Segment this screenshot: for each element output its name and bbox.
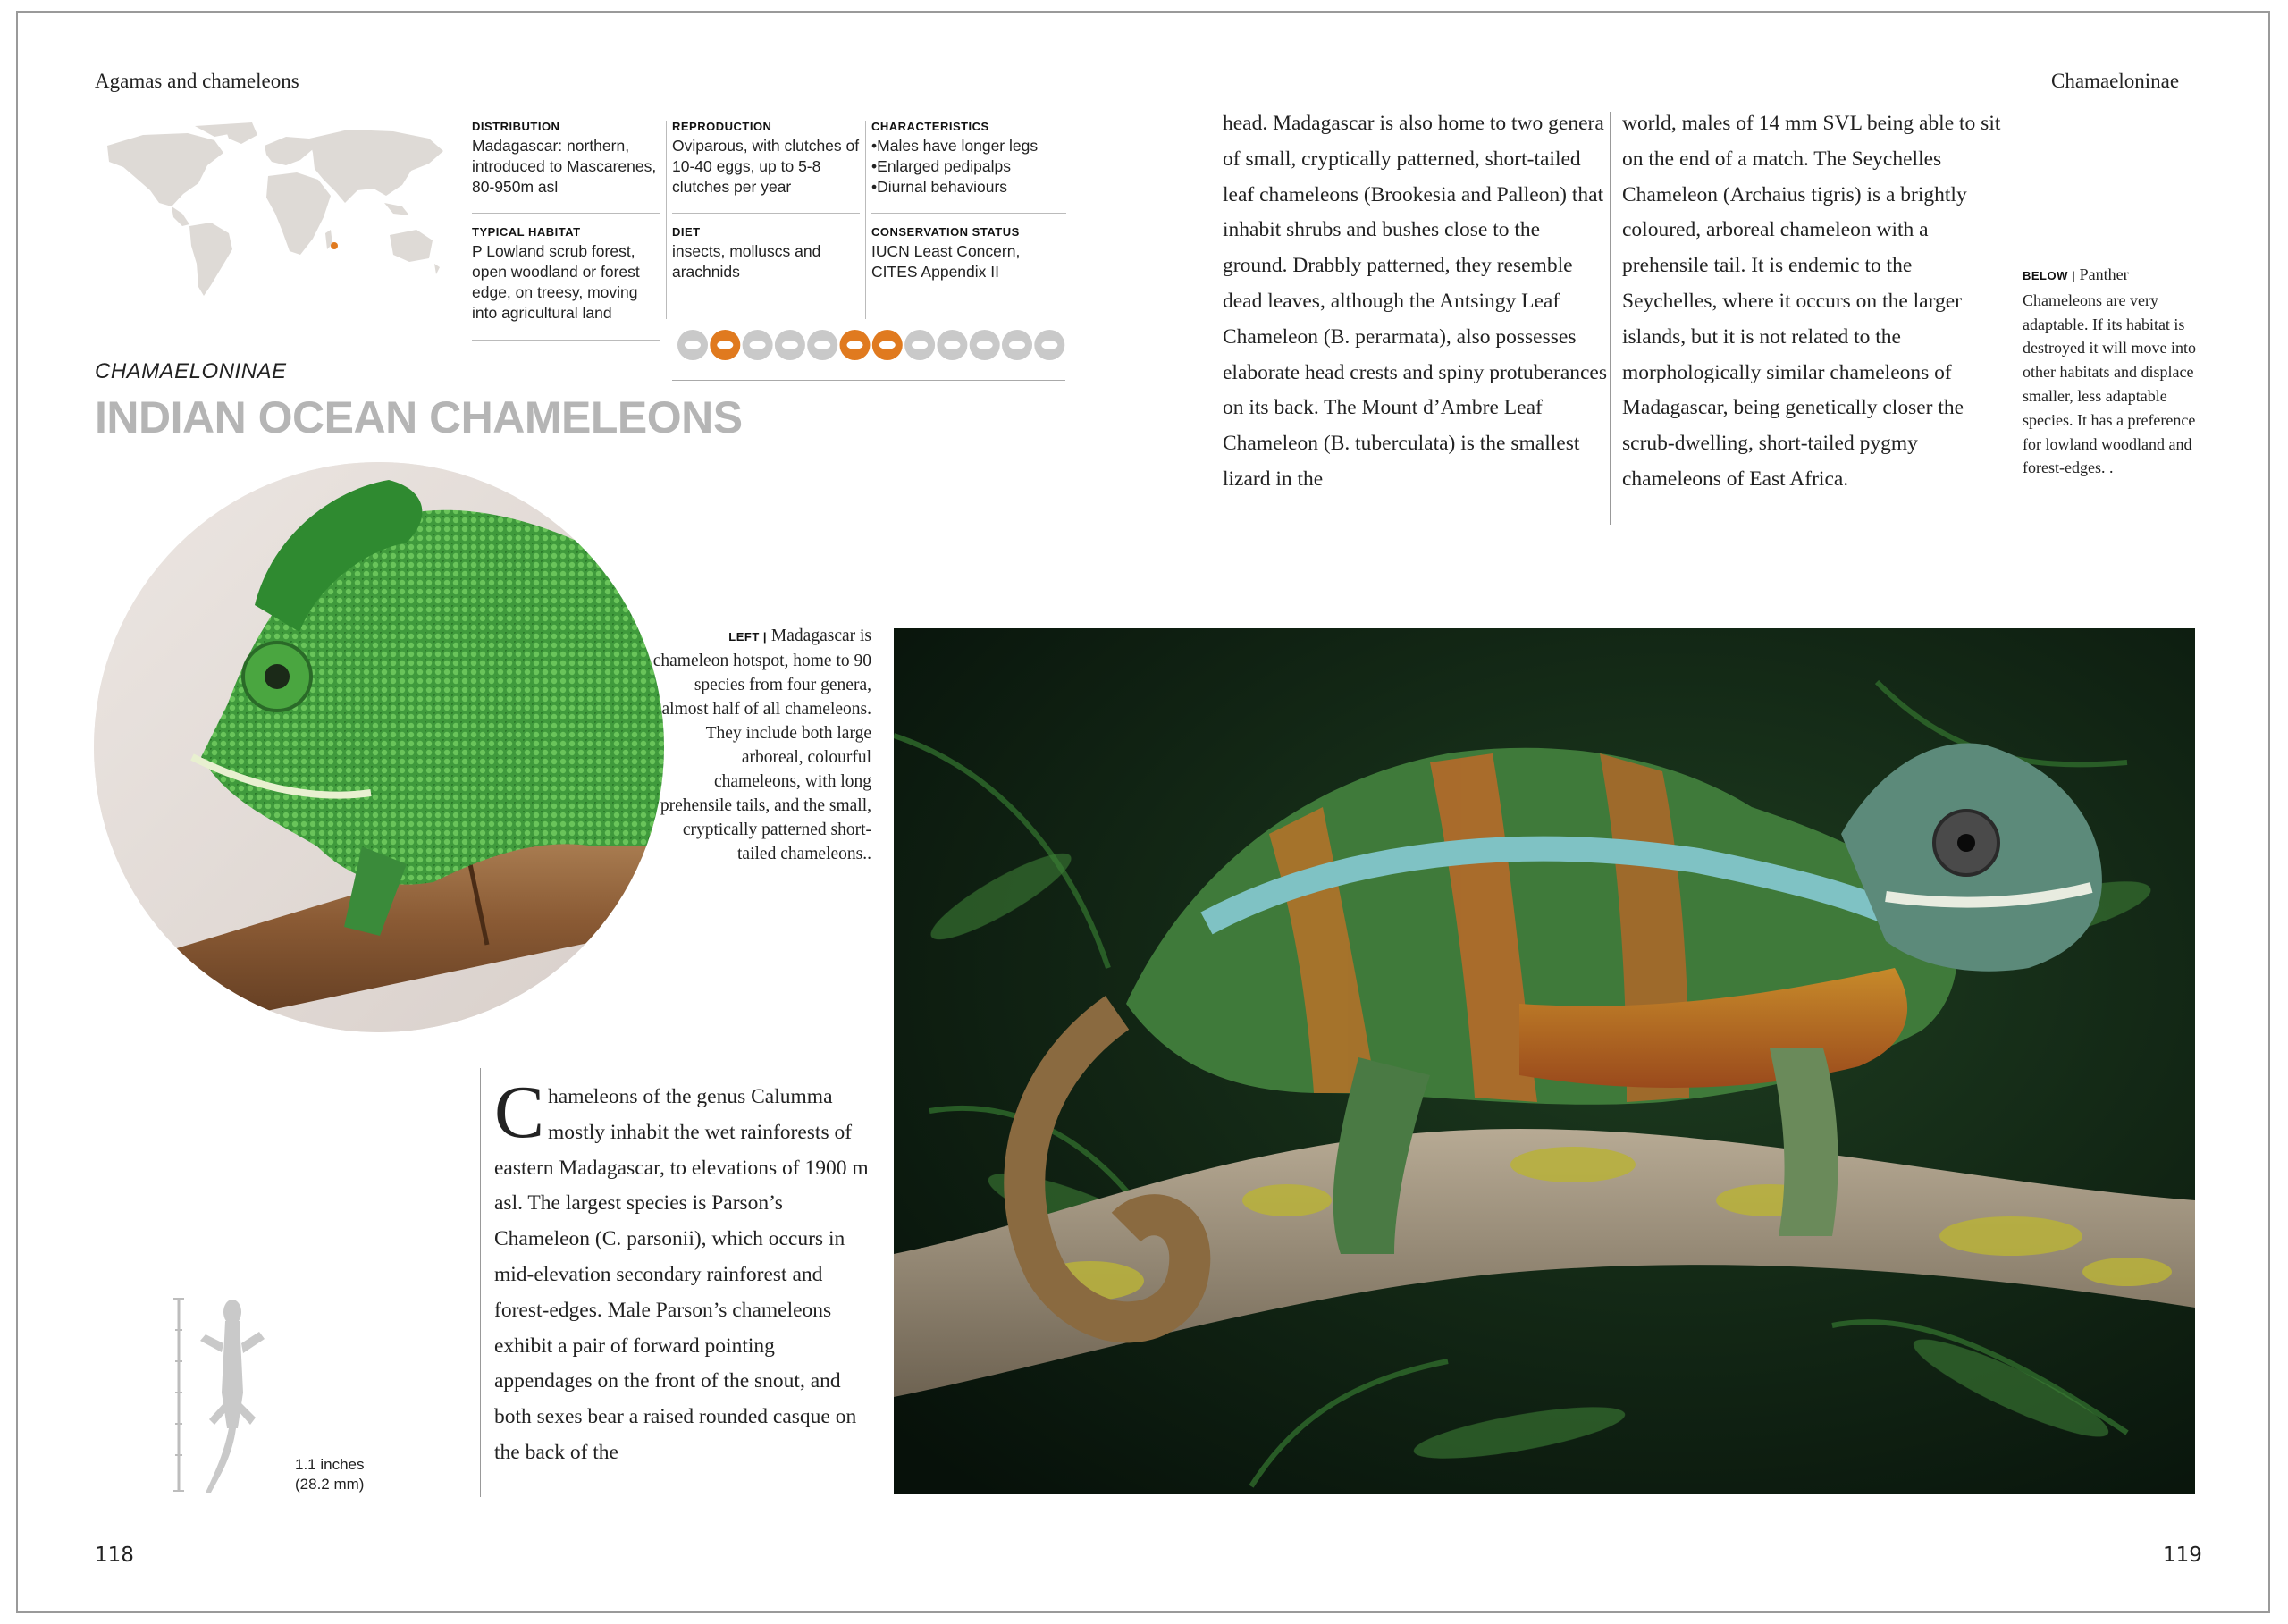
spider-icon [840,330,871,360]
caption-left-label: LEFT | [728,630,768,644]
frog-icon [937,330,967,360]
characteristic-item: • Enlarged pedipalps [871,156,1068,177]
size-silhouette [170,1294,277,1495]
mammal-icon [677,330,708,360]
factbox-conservation [871,225,1068,282]
size-label [295,1455,365,1494]
diet-label: DIET [672,225,701,239]
reproduction-text: Oviparous, with clutches of 10-40 eggs, up to 5-8 clutches per year [672,137,860,196]
caption-below-text: Panther Chameleons are very adaptable. If its habitat is destroyed it will move into other habitats and displace smaller, less adaptable species. It has a preference for lowland woodland and forest-edges. . [2023,265,2196,477]
body-text-2: head. Madagascar is also home to two genera of small, cryptically patterned, short-tailed leaf chameleons (Brookesia and Palleon) that inhabit shrubs and bushes close to the ground. Drabbly patterned, they resemble dead leaves, although the Antsingy Leaf Chameleon (B. perarmata), also possesses elaborate head crests and spiny protuberances on its back. The Mount d’Ambre Leaf Chameleon (B. tuberculata) is the smallest lizard in the [1223,112,1607,491]
plant-icon [1002,330,1032,360]
conservation-text: IUCN Least Concern, CITES Appendix II [871,242,1021,281]
page-number-left: 118 [95,1544,134,1567]
insect-icon [710,330,740,360]
distribution-map [89,121,456,299]
body-text-3: world, males of 14 mm SVL being able to sit on the end of a match. The Seychelles Chameleon (Archaius tigris) is a brightly coloured, arboreal chameleon with a prehensile tail. It is endemic to the Seychelles, where it occurs on the larger islands, but it is not related to the morphologically similar chameleons of Madagascar, being genetically closer the scrub-dwelling, short-tailed pygmy chameleons of East Africa. [1622,112,2001,491]
bird-icon [775,330,805,360]
snake-icon [970,330,1000,360]
body-text-1: hameleons of the genus Calumma mostly inhabit the wet rainforests of eastern Madagascar, to elevations of 1900 m asl. The largest species is Parson’s Chameleon (C. parsonii), which occurs in mid-elevation secondary rainforest and forest-edges. Male Parson’s chameleons exhibit a pair of forward pointing appendages on the front of the snout, and both sexes bear a raised rounded casque on the back of the [494,1085,869,1464]
body-text-column-3 [1622,106,2006,498]
size-inches: 1.1 inches [295,1456,365,1473]
subfamily-label: CHAMAELONINAE [95,359,287,383]
habitat-text: P Lowland scrub forest, open woodland or forest edge, on treesy, moving into agricultural land [472,242,640,322]
factbox-distribution [472,120,660,198]
conservation-label: CONSERVATION STATUS [871,225,1020,239]
characteristic-item: • Males have longer legs [871,136,1068,156]
fish-icon [743,330,773,360]
running-head-left: Agamas and chameleons [95,70,299,92]
factbox-diet [672,225,860,282]
distribution-text: Madagascar: northern, introduced to Mascarenes, 80-950m asl [472,137,657,196]
factbox-characteristics [871,120,1068,198]
factbox-rule [871,213,1066,214]
factbox-rule [472,213,660,214]
caption-left-text: Madagascar is chameleon hotspot, home to 90 species from four genera, almost half of all chameleons. They include both large arboreal, colourful chameleons, with long prehensile tails, and the small, cryptically patterned short-tailed chameleons.. [652,627,871,863]
caption-left [652,624,871,866]
factbox-base-rule [672,380,1065,381]
column-rule [1610,112,1611,525]
factbox-divider [865,121,866,319]
body-text-column-2 [1223,106,1607,498]
panther-chameleon-photo [894,628,2195,1494]
characteristic-item: • Diurnal behaviours [871,177,1068,198]
factbox-rule [672,213,860,214]
factbox-reproduction [672,120,860,198]
factbox-habitat [472,225,660,324]
size-mm: (28.2 mm) [295,1476,365,1493]
rodent-icon [1034,330,1064,360]
habitat-label: TYPICAL HABITAT [472,225,581,239]
running-head-right: Chamaeloninae [2051,70,2180,92]
reproduction-label: REPRODUCTION [672,120,772,133]
caption-below [2023,263,2201,480]
snail-icon [872,330,903,360]
factbox-rule [472,340,660,341]
lizard-icon [807,330,837,360]
column-rule [480,1068,481,1497]
range-marker [331,242,338,249]
body-text-column-1 [494,1071,870,1471]
veiled-chameleon-photo [94,462,664,1032]
drop-cap: C [494,1071,545,1154]
page-number-right: 119 [2163,1544,2202,1567]
distribution-label: DISTRIBUTION [472,120,560,133]
characteristics-label: CHARACTERISTICS [871,120,989,133]
diet-icon-row [677,328,1066,362]
diet-text: insects, molluscs and arachnids [672,242,821,281]
factbox-divider [666,121,667,319]
page-title: INDIAN OCEAN CHAMELEONS [95,392,743,442]
egg-icon [904,330,935,360]
caption-below-label: BELOW | [2023,269,2076,282]
